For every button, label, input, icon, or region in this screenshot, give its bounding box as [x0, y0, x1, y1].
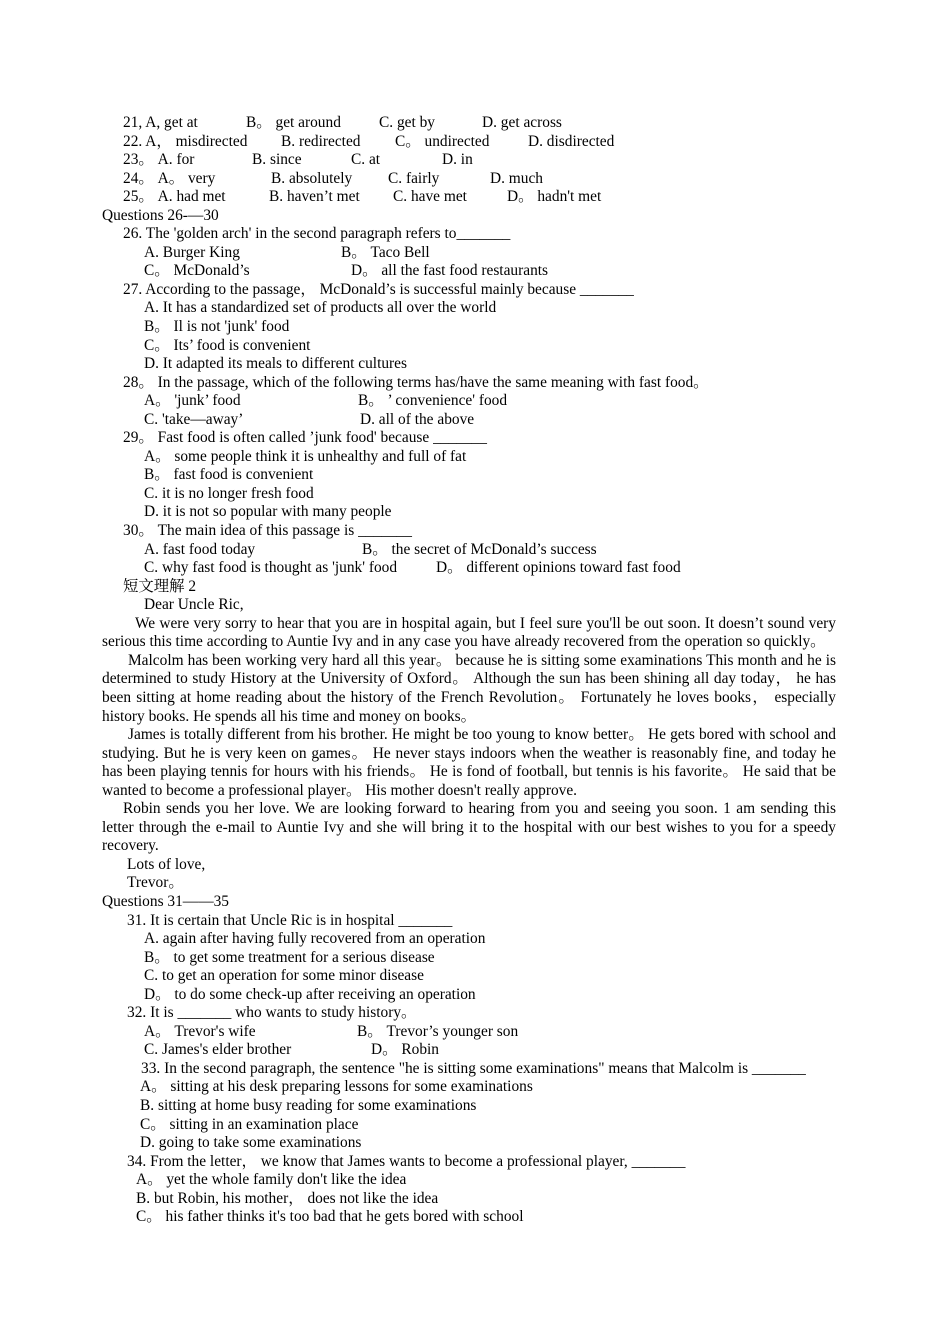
q22-option-c: C。 undirected [395, 132, 490, 150]
q32-row1 [0, 1023, 950, 1042]
question-21 [0, 114, 950, 133]
q32-row2 [0, 1041, 950, 1060]
q33-stem: 33. In the second paragraph, the sentence "he is sitting some examinations" means that Malcolm is _______ [141, 1059, 806, 1077]
letter-signature [0, 874, 950, 893]
q34-c [0, 1208, 950, 1227]
q28-option-d: D. all of the above [360, 410, 475, 428]
q28-stem-text: 28。 In the passage, which of the following terms has/have the same meaning with fast food。 [123, 373, 709, 391]
q30-stem-text: 30。 The main idea of this passage is _______ [123, 522, 412, 540]
question-25 [0, 188, 950, 207]
question-23 [0, 151, 950, 170]
q23-option-b: B. since [252, 151, 302, 169]
q31-a [0, 930, 950, 949]
q27-option-d: D. It adapted its meals to different cultures [144, 355, 407, 373]
q33-a [0, 1078, 950, 1097]
q26-stem [0, 225, 950, 244]
q24-option-c: C. fairly [388, 169, 440, 187]
q31-d [0, 986, 950, 1005]
q32-option-c: C. James's elder brother [144, 1041, 292, 1059]
q31-stem [0, 912, 950, 931]
q33-b [0, 1097, 950, 1116]
q29-option-b: B。 fast food is convenient [144, 466, 314, 484]
q25-option-a: 25。 A. had met [123, 188, 226, 206]
q26-stem-text: 26. The 'golden arch' in the second paragraph refers to_______ [123, 225, 511, 243]
q28-option-c: C. 'take—away’ [144, 410, 244, 428]
letter-paragraph-3: James is totally different from his brother. He might be too young to know better。 He gets bored with school and studying. But he is very keen on games。 He never stays indoors when the weather is reasonably fine, and today he has been playing tennis for hours with his friends。 He is fond of football, but tennis is his favorite。 He said that be wanted to become a professional player。 His mother doesn't really approve. [102, 726, 836, 799]
q31-option-b: B。 to get some treatment for a serious disease [144, 948, 435, 966]
q23-option-a: 23。 A. for [123, 151, 195, 169]
q33-option-b: B. sitting at home busy reading for some examinations [140, 1096, 477, 1114]
q24-option-a: 24。 A。 very [123, 169, 216, 187]
q31-stem-text: 31. It is certain that Uncle Ric is in hospital _______ [127, 911, 453, 929]
q31-b [0, 949, 950, 968]
q32-option-a: A。 Trevor's wife [144, 1022, 256, 1040]
q29-stem-text: 29。 Fast food is often called ’junk food' because _______ [123, 429, 487, 447]
q33-option-d: D. going to take some examinations [140, 1134, 362, 1152]
q32-option-d: D。 Robin [371, 1041, 439, 1059]
q28-option-a: A。 'junk’ food [144, 392, 241, 410]
q34-stem-text: 34. From the letter， we know that James wants to become a professional player, _______ [127, 1152, 686, 1170]
question-24 [0, 170, 950, 189]
q34-b [0, 1190, 950, 1209]
q34-option-a: A。 yet the whole family don't like the idea [136, 1171, 407, 1189]
q30-option-b: B。 the secret of McDonald’s success [362, 540, 597, 558]
closing-text: Lots of love, [127, 855, 206, 873]
q27-stem-text: 27. According to the passage， McDonald’s is successful mainly because _______ [123, 280, 634, 298]
q22-option-b: B. redirected [281, 132, 361, 150]
q29-b [0, 466, 950, 485]
q25-option-d: D。 hadn't met [507, 188, 602, 206]
q30-stem [0, 522, 950, 541]
q24-option-b: B. absolutely [271, 169, 353, 187]
q26-option-b: B。 Taco Bell [341, 243, 430, 261]
q28-row2 [0, 411, 950, 430]
heading-2-text: Questions 31——35 [102, 892, 229, 910]
q25-option-c: C. have met [393, 188, 467, 206]
q21-option-b: B。 get around [246, 114, 341, 131]
section-heading-26-30 [0, 207, 950, 226]
q31-option-d: D。 to do some check-up after receiving an operation [144, 985, 476, 1003]
q30-option-d: D。 different opinions toward fast food [436, 559, 681, 577]
q34-stem [0, 1153, 950, 1172]
salutation-text: Dear Uncle Ric, [144, 596, 244, 614]
q26-option-c: C。 McDonald’s [144, 262, 250, 280]
q28-row1 [0, 392, 950, 411]
q29-option-d: D. it is not so popular with many people [144, 503, 392, 521]
q21-option-c: C. get by [379, 114, 436, 131]
section-2-text: 短文理解 2 [123, 577, 197, 595]
q26-option-d: D。 all the fast food restaurants [351, 262, 549, 280]
q31-option-c: C. to get an operation for some minor disease [144, 967, 424, 985]
q32-option-b: B。 Trevor’s younger son [357, 1022, 519, 1040]
q29-a [0, 448, 950, 467]
q30-row1 [0, 541, 950, 560]
q27-c [0, 337, 950, 356]
q33-option-c: C。 sitting in an examination place [140, 1115, 359, 1133]
q29-option-c: C. it is no longer fresh food [144, 484, 314, 502]
q26-row1 [0, 244, 950, 263]
q23-option-d: D. in [442, 151, 473, 169]
q29-c [0, 485, 950, 504]
q21-option-a: 21, A, get at [123, 114, 198, 131]
q27-d [0, 355, 950, 374]
q33-c [0, 1116, 950, 1135]
q23-option-c: C. at [351, 151, 381, 169]
q28-stem [0, 374, 950, 393]
q30-option-a: A. fast food today [144, 540, 256, 558]
q26-row2 [0, 262, 950, 281]
q32-stem-text: 32. It is _______ who wants to study history。 [127, 1004, 417, 1022]
q27-a [0, 299, 950, 318]
question-22 [0, 133, 950, 152]
letter-closing [0, 856, 950, 875]
signature-text: Trevor。 [127, 874, 184, 892]
heading-text: Questions 26-—30 [102, 206, 219, 224]
q21-option-d: D. get across [482, 114, 562, 131]
q34-option-b: B. but Robin, his mother， does not like the idea [136, 1189, 439, 1207]
document-page [0, 114, 950, 1227]
letter-salutation [0, 596, 950, 615]
q22-option-a: 22. A， misdirected [123, 132, 248, 150]
letter-paragraph-2: Malcolm has been working very hard all this year。 because he is sitting some examinations This month and he is determined to study History at the University of Oxford。 Although the sun has been shining all day today， he has been sitting at home reading about the history of the French Revolution。 Fortunately he loves books， especially history books. He spends all his time and money on books。 [102, 651, 836, 725]
letter-paragraph-1: We were very sorry to hear that you are in hospital again, but I feel sure you'll be out soon. It doesn’t sound very serious this time according to Auntie Ivy and in any case you have already recovered from the operation so quickly。 [102, 614, 836, 651]
q30-option-c: C. why fast food is thought as 'junk' food [144, 559, 398, 577]
q32-stem [0, 1004, 950, 1023]
q31-option-a: A. again after having fully recovered from an operation [144, 930, 486, 948]
section-2-heading [0, 578, 950, 597]
q33-option-a: A。 sitting at his desk preparing lessons for some examinations [140, 1078, 533, 1096]
q33-d [0, 1134, 950, 1153]
q34-a [0, 1171, 950, 1190]
q29-d [0, 503, 950, 522]
q26-option-a: A. Burger King [144, 243, 240, 261]
q28-option-b: B。 ’ convenience' food [358, 392, 508, 410]
q24-option-d: D. much [490, 169, 544, 187]
q27-option-a: A. It has a standardized set of products all over the world [144, 299, 497, 317]
q29-stem [0, 429, 950, 448]
letter-paragraph-4: Robin sends you her love. We are looking forward to hearing from you and seeing you soon. 1 am sending this letter through the e-mail to Auntie Ivy and she will bring it to the hospital with our best wishes to you for a speedy recovery. [102, 800, 836, 855]
q27-b [0, 318, 950, 337]
section-heading-31-35 [0, 893, 950, 912]
q27-option-b: B。 Il is not 'junk' food [144, 318, 290, 336]
q31-c [0, 967, 950, 986]
q29-option-a: A。 some people think it is unhealthy and full of fat [144, 447, 467, 465]
q25-option-b: B. haven’t met [269, 188, 360, 206]
q27-stem [0, 281, 950, 300]
q34-option-c: C。 his father thinks it's too bad that he gets bored with school [136, 1208, 524, 1226]
q27-option-c: C。 Its’ food is convenient [144, 336, 311, 354]
q22-option-d: D. disdirected [528, 132, 615, 150]
q30-row2 [0, 559, 950, 578]
